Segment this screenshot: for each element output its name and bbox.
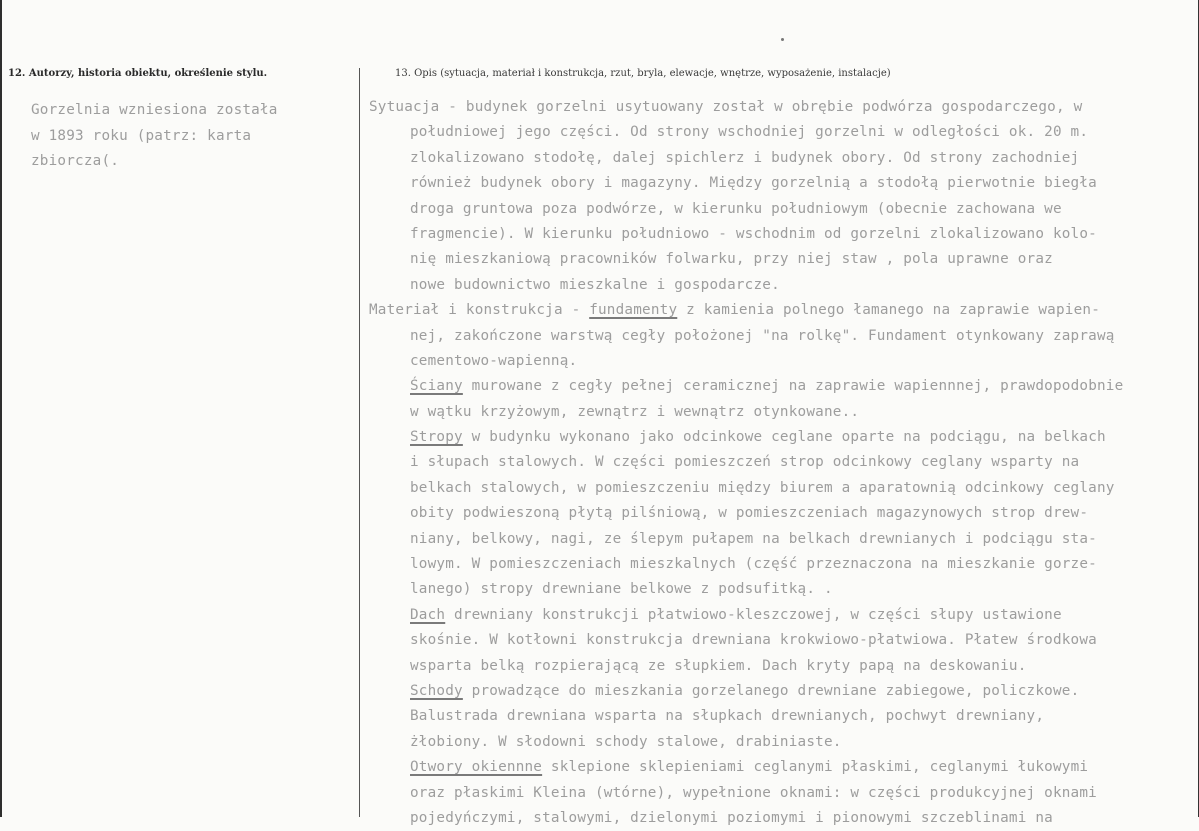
otwory-line <box>369 755 1123 780</box>
stropy-term: Stropy <box>410 429 463 446</box>
schody-line: Balustrada drewniana wsparta na słupkach drewnianych, pochwyt drewniany, <box>410 708 1045 725</box>
sytuacja-line: również budynek obory i magazyny. Między gorzelnią a stodołą pierwotnie biegła <box>410 175 1097 192</box>
otwory-line: oraz płaskimi Kleina (wtórne), wypełnione oknami: w części produkcyjnej oknami <box>410 784 1097 801</box>
material-line: cementowo-wapienną. <box>410 352 578 369</box>
fundamenty-term: fundamenty <box>589 302 678 319</box>
sciany-term: Ściany <box>410 378 463 395</box>
stropy-line: i słupach stalowych. W części pomieszczeń strop odcinkowy ceglany wsparty na <box>410 454 1080 471</box>
history-line: zbiorcza(. <box>31 153 120 169</box>
dach-term: Dach <box>410 606 446 623</box>
stropy-rest: w budynku wykonano jako odcinkowe ceglane oparte na podciągu, na belkach <box>462 429 1106 446</box>
sytuacja-line: zlokalizowano stodołę, dalej spichlerz i budynek obory. Od strony zachodniej <box>410 149 1080 166</box>
sytuacja-line: nowe budownictwo mieszkalne i gospodarcze. <box>410 276 780 293</box>
otwory-line: pojedyńczymi, stalowymi, dzielonymi poziomymi i pionowymi szczeblinami na <box>410 809 1053 826</box>
stropy-line: belkach stalowych, w pomieszczeniu między biurem a aparatownią odcinkowy ceglany <box>410 479 1115 496</box>
description-text <box>369 95 1123 831</box>
sciany-line: w wątku krzyżowym, zewnątrz i wewnątrz otynkowane.. <box>410 403 860 420</box>
dach-line <box>369 603 1123 628</box>
sytuacja-line: nię mieszkaniową pracowników folwarku, przy niej staw , pola uprawne oraz <box>410 251 1053 268</box>
dach-line: skośnie. W kotłowni konstrukcja drewniana krokwiowo-płatwiowa. Płatew środkowa <box>410 632 1097 649</box>
history-text <box>31 98 278 175</box>
material-intro: Materiał i konstrukcja - <box>369 302 590 319</box>
page-left-border <box>0 0 2 817</box>
history-line: w 1893 roku (patrz: karta <box>31 127 252 144</box>
otwory-term: Otwory okiennne <box>410 759 543 776</box>
stropy-line: lowym. W pomieszczeniach mieszkalnych (część przeznaczona na mieszkanie gorze- <box>410 556 1097 573</box>
sytuacja-line: fragmencie). W kierunku południowo - wschodnim od gorzelni zlokalizowano kolo- <box>410 225 1097 242</box>
sytuacja-line: Sytuacja - budynek gorzelni usytuowany został w obrębie podwórza gospodarczego, w <box>369 99 1083 115</box>
stropy-line: lanego) stropy drewniane belkowe z podsufitką. . <box>410 581 833 598</box>
sciany-rest: murowane z cegły pełnej ceramicznej na zaprawie wapiennnej, prawdopodobnie <box>462 378 1124 395</box>
ink-mark <box>781 38 784 41</box>
dach-rest: drewniany konstrukcji płatwiowo-kleszczowej, w części słupy ustawione <box>445 606 1062 623</box>
schody-line: żłobiony. W słodowni schody stalowe, drabiniaste. <box>410 733 842 750</box>
dach-line: wsparta belką rozpierającą ze słupkiem. Dach kryty papą na deskowaniu. <box>410 657 1027 674</box>
history-line: Gorzelnia wzniesiona została <box>31 102 278 118</box>
section-13-heading: 13. Opis (sytuacja, materiał i konstrukcja, rzut, bryla, elewacje, wnętrze, wyposażenie, instalacje) <box>395 68 891 79</box>
material-rest: z kamienia polnego łamanego na zaprawie wapien- <box>677 302 1101 319</box>
section-12-heading: 12. Autorzy, historia obiektu, określenie stylu. <box>8 68 268 79</box>
column-divider <box>359 68 360 817</box>
schody-term: Schody <box>410 682 463 699</box>
otwory-rest: sklepione sklepieniami ceglanymi płaskimi, ceglanymi łukowymi <box>542 759 1089 776</box>
schody-rest: prowadzące do mieszkania gorzelanego drewniane zabiegowe, policzkowe. <box>462 682 1080 699</box>
stropy-line: niany, belkowy, nagi, ze ślepym pułapem na belkach drewnianych i podciągu sta- <box>410 530 1097 547</box>
material-line <box>369 298 1123 323</box>
sciany-line <box>369 374 1123 399</box>
sytuacja-line: południowej jego części. Od strony wschodniej gorzelni w odległości ok. 20 m. <box>410 124 1089 141</box>
stropy-line: obity podwieszoną płytą pilśniową, w pomieszczeniach magazynowych strop drew- <box>410 505 1089 522</box>
material-line: nej, zakończone warstwą cegły położonej "na rolkę". Fundament otynkowany zaprawą <box>410 327 1115 344</box>
schody-line <box>369 679 1123 704</box>
sytuacja-line: droga gruntowa poza podwórze, w kierunku południowym (obecnie zachowana we <box>410 200 1062 217</box>
stropy-line <box>369 425 1123 450</box>
